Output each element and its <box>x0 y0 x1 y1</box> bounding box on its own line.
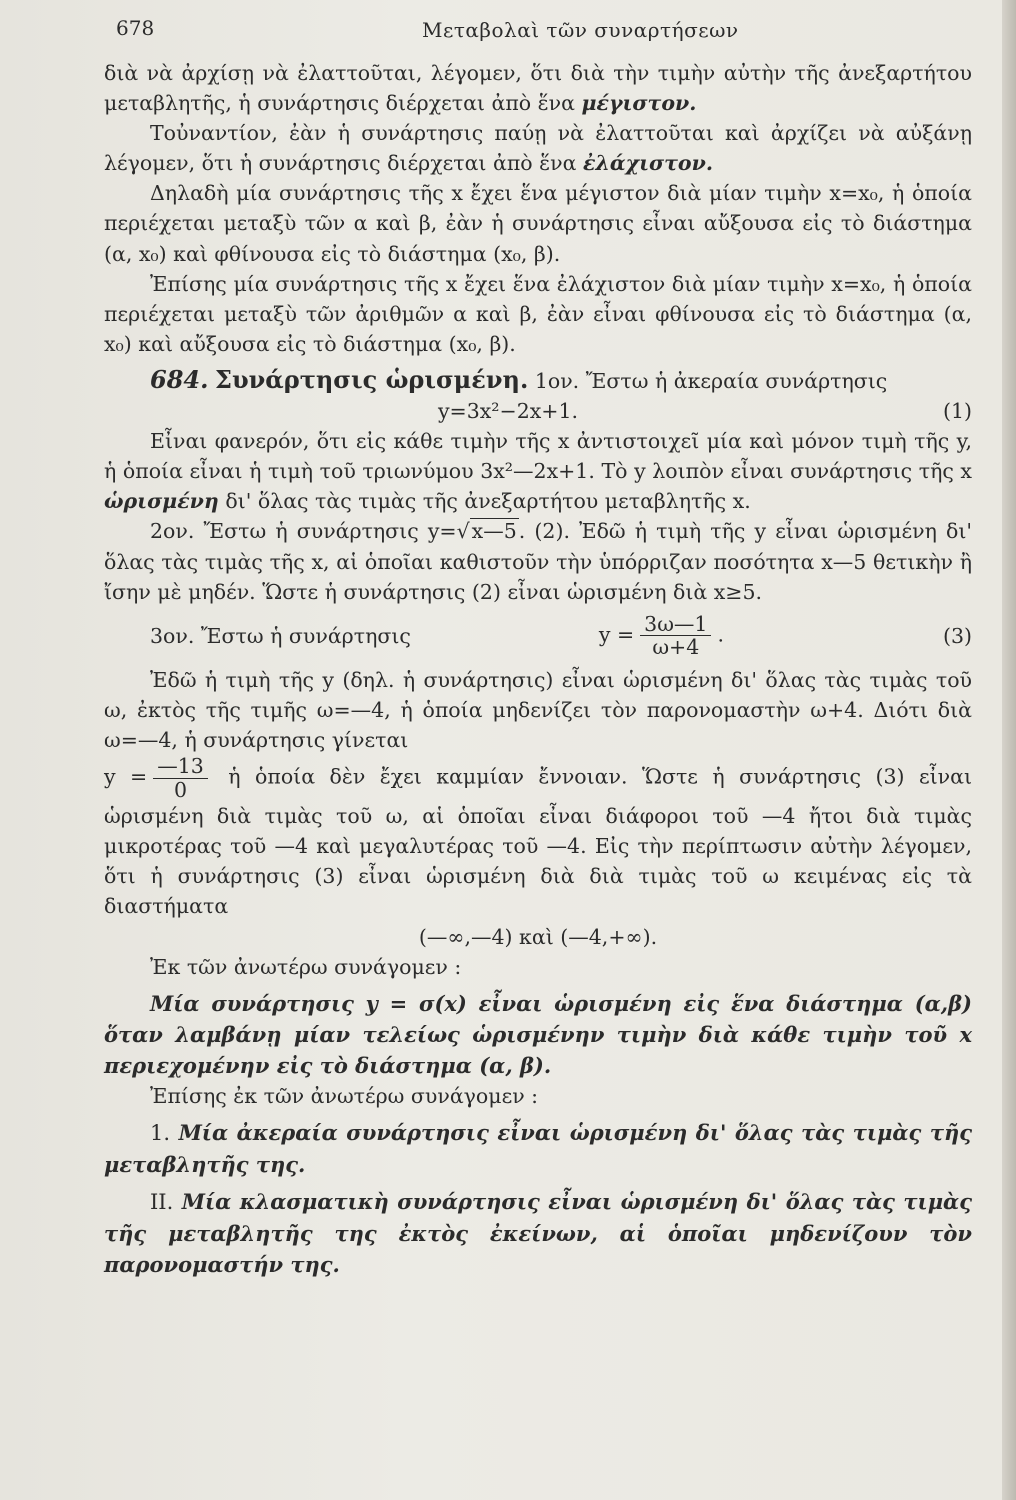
term-minimum: ἐλάχιστον. <box>583 151 713 176</box>
equation-3-label: (3) <box>942 623 972 648</box>
rule-i: 1. Μία ἀκεραία συνάρτησις εἶναι ὡρισμένη δι' ὅλας τὰς τιμὰς τῆς μεταβλητῆς της. <box>104 1119 972 1177</box>
page-number: 678 <box>116 16 155 40</box>
case-1-intro: 1ον. Ἔστω ἡ ἀκεραία συνάρτησις <box>534 368 888 393</box>
definition-rule: Μία συνάρτησις y = σ(x) εἶναι ὡρισμένη εἰς ἕνα διάστημα (α,β) ὅταν λαμβάνῃ μίαν τελείως ὡρισμένην τιμὴν διὰ κάθε τιμὴν τοῦ x περιεχομένην εἰς τὸ διάστημα (α, β). <box>104 990 972 1078</box>
paragraph-9: y = $\frac{—13}{0}$ ἡ ὁποία δὲν ἔχει καμμίαν ἔννοιαν. Ὥστε ἡ συνάρτησις (3) εἶναι ὡρισμένη διὰ τιμὰς τοῦ ω, αἱ ὁποῖαι εἶναι διάφοροι τοῦ —4 ἤτοι διὰ τιμὰς μικροτέρας τοῦ —4 καὶ μεγαλυτέρας τοῦ —4. Εἰς τὴν περίπτωσιν αὐτὴν λέγομεν, ὅτι ἡ συνάρτησις (3) εἶναι ὡρισμένη διὰ διὰ τιμὰς τοῦ ω κειμένας εἰς τὰ διαστήματα <box>104 754 972 919</box>
equation-1: y=3x²−2x+1. (1) <box>104 396 972 426</box>
equation-3: 3ον. Ἔστω ἡ συνάρτησις y = $\frac{3\omega—1}{\omega+4}$ . (3) <box>150 611 972 660</box>
rule-ii: II. Μία κλασματικὴ συνάρτησις εἶναι ὡρισμένη δι' ὅλας τὰς τιμὰς τῆς μεταβλητῆς της ἐκτὸς ἐκείνων, αἱ ὁποῖαι μηδενίζουν τὸν παρονομαστήν της. <box>104 1188 973 1277</box>
fraction-4: $\frac{—13}{0}$ <box>153 755 208 801</box>
paragraph-5: Εἶναι φανερόν, ὅτι εἰς κάθε τιμὴν τῆς x ἀντιστοιχεῖ μία καὶ μόνον τιμὴ τῆς y, ἡ ὁποία εἶναι ἡ τιμὴ τοῦ τριωνύμου 3x²—2x+1. Τὸ y λοιπὸν εἶναι συνάρτησις τῆς x ὡρισμένη δι' ὅλας τὰς τιμὰς τῆς ἀνεξαρτήτου μεταβλητῆς x. <box>104 429 972 514</box>
page-edge-shadow <box>1002 0 1016 1500</box>
paragraph-11: Ἐπίσης ἐκ τῶν ἀνωτέρω συνάγομεν : <box>150 1083 539 1108</box>
paragraph-3: Δηλαδὴ μία συνάρτησις τῆς x ἔχει ἕνα μέγιστον διὰ μίαν τιμὴν x=x₀, ἡ ὁποία περιέχεται μεταξὺ τῶν α καὶ β, ἐὰν ἡ συνάρτησις εἶναι αὔξουσα εἰς τὸ διάστημα (α, x₀) καὶ φθίνουσα εἰς τὸ διάστημα (x₀, β). <box>104 181 972 266</box>
term-defined: ὡρισμένη <box>104 489 219 514</box>
term-maximum: μέγιστον. <box>581 91 697 116</box>
paragraph-6: 2ον. Ἔστω ἡ συνάρτησις y=√x—5. (2). Ἐδῶ ἡ τιμὴ τῆς y εἶναι ὡρισμένη δι' ὅλας τὰς τιμὰς τῆς x, αἱ ὁποῖαι καθιστοῦν τὴν ὑπόρριζαν ποσότητα x—5 θετικὴν ἢ ἴσην μὲ μηδέν. Ὥστε ἡ συνάρτησις (2) εἶναι ὡρισμένη διὰ x≥5. <box>104 519 972 604</box>
paragraph-2: Τοὐναντίον, ἐὰν ἡ συνάρτησις παύῃ νὰ ἐλαττοῦται καὶ ἀρχίζει νὰ αὐξάνῃ λέγομεν, ὅτι ἡ συνάρτησις διέρχεται ἀπὸ ἕνα ἐλάχιστον. <box>104 121 972 176</box>
paragraph-4: Ἐπίσης μία συνάρτησις τῆς x ἔχει ἕνα ἐλάχιστον διὰ μίαν τιμὴν x=x₀, ἡ ὁποία περιέχεται μεταξὺ τῶν ἀριθμῶν α καὶ β, ἐὰν εἶναι φθίνουσα εἰς τὸ διάστημα (α, x₀) καὶ αὔξουσα εἰς τὸ διάστημα (x₀, β). <box>104 271 972 356</box>
section-number: 684. <box>150 364 209 394</box>
section-title: Συνάρτησις ὡρισμένη. <box>214 364 529 394</box>
intervals: (—∞,—4) καὶ (—4,+∞). <box>418 924 658 949</box>
section-heading-line <box>104 365 972 396</box>
equation-1-label: (1) <box>942 399 972 424</box>
paragraph-8: Ἐδῶ ἡ τιμὴ τῆς y (δηλ. ἡ συνάρτησις) εἶναι ὡρισμένη δι' ὅλας τὰς τιμὰς τοῦ ω, ἐκτὸς τῆς τιμῆς ω=—4, ἡ ὁποία μηδενίζει τὸν παρονομαστὴν ω+4. Διότι διὰ ω=—4, ἡ συνάρτησις γίνεται <box>104 667 972 752</box>
fraction-3: $\frac{3\omega—1}{\omega+4}$ <box>640 613 711 659</box>
sqrt-radicand: x—5 <box>471 519 517 544</box>
running-title: Μεταβολαὶ τῶν συναρτήσεων <box>422 18 739 42</box>
paragraph-1: διὰ νὰ ἀρχίσῃ νὰ ἐλαττοῦται, λέγομεν, ὅτι διὰ τὴν τιμὴν αὐτὴν τῆς ἀνεξαρτήτου μεταβλητῆς, ἡ συνάρτησις διέρχεται ἀπὸ ἕνα μέγιστον. <box>104 61 972 116</box>
body-text <box>104 58 972 1280</box>
paragraph-10: Ἐκ τῶν ἀνωτέρω συνάγομεν : <box>150 954 462 979</box>
page-header <box>104 0 972 58</box>
